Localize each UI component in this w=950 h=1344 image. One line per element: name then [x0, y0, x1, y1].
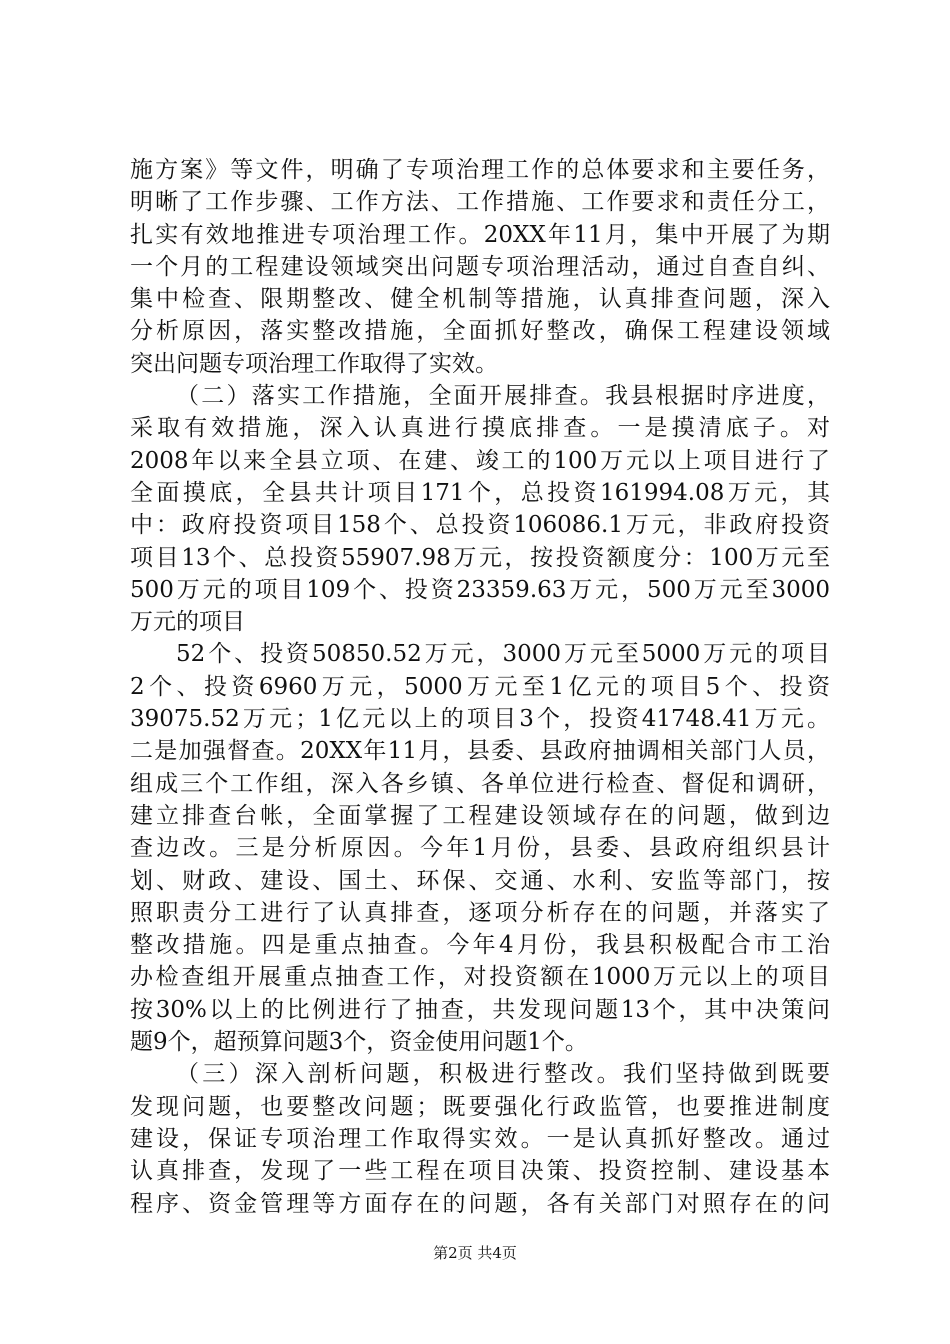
text-line: 万元的项目 — [130, 609, 245, 636]
text-line: 扎实有效地推进专项治理工作。20XX年11月，集中开展了为期 — [130, 221, 830, 248]
text-line: 明晰了工作步骤、工作方法、工作措施、工作要求和责任分工， — [130, 189, 830, 216]
text-line: 建设，保证专项治理工作取得实效。一是认真抓好整改。通过 — [130, 1125, 830, 1152]
text-line: 采取有效措施，深入认真进行摸底排查。一是摸清底子。对 — [130, 415, 830, 442]
text-line: 2008年以来全县立项、在建、竣工的100万元以上项目进行了 — [130, 447, 830, 474]
text-line: 集中检查、限期整改、健全机制等措施，认真排查问题，深入 — [130, 286, 830, 313]
body-text — [130, 154, 830, 1220]
text-line: 52个、投资50850.52万元，3000万元至5000万元的项目 — [176, 641, 830, 668]
text-line: 分析原因，落实整改措施，全面抓好整改，确保工程建设领域 — [130, 318, 830, 345]
text-line: 全面摸底，全县共计项目171个，总投资161994.08万元，其 — [130, 479, 830, 506]
text-line: 认真排查，发现了一些工程在项目决策、投资控制、建设基本 — [130, 1158, 830, 1185]
text-line: 一个月的工程建设领域突出问题专项治理活动，通过自查自纠、 — [130, 253, 830, 280]
text-line: 39075.52万元；1亿元以上的项目3个，投资41748.41万元。 — [130, 706, 830, 733]
text-line: 二是加强督查。20XX年11月，县委、县政府抽调相关部门人员， — [130, 738, 830, 765]
text-line: （三）深入剖析问题，积极进行整改。我们坚持做到既要 — [176, 1061, 830, 1088]
text-line: 项目13个、总投资55907.98万元，按投资额度分：100万元至 — [130, 544, 830, 571]
text-line: 施方案》等文件，明确了专项治理工作的总体要求和主要任务， — [130, 157, 830, 183]
text-line: 按30%以上的比例进行了抽查，共发现问题13个，其中决策问 — [130, 996, 830, 1023]
text-line: 整改措施。四是重点抽查。今年4月份，我县积极配合市工治 — [130, 932, 830, 959]
text-line: （二）落实工作措施，全面开展排查。我县根据时序进度， — [176, 383, 830, 410]
text-line: 2个、投资6960万元，5000万元至1亿元的项目5个、投资 — [130, 673, 830, 700]
text-line: 中：政府投资项目158个、总投资106086.1万元，非政府投资 — [130, 512, 830, 539]
page-footer: 第2页 共4页 — [433, 1244, 517, 1262]
text-line: 发现问题，也要整改问题；既要强化行政监管，也要推进制度 — [130, 1093, 830, 1120]
text-line: 建立排查台帐，全面掌握了工程建设领域存在的问题，做到边 — [130, 802, 830, 829]
text-line: 组成三个工作组，深入各乡镇、各单位进行检查、督促和调研， — [130, 770, 830, 797]
text-line: 程序、资金管理等方面存在的问题，各有关部门对照存在的问 — [130, 1190, 830, 1217]
text-line: 突出问题专项治理工作取得了实效。 — [130, 350, 498, 377]
text-line: 划、财政、建设、国土、环保、交通、水利、安监等部门，按 — [130, 867, 830, 894]
text-line: 500万元的项目109个、投资23359.63万元，500万元至3000 — [130, 576, 830, 603]
text-line: 题9个，超预算问题3个，资金使用问题1个。 — [130, 1029, 588, 1056]
text-line: 查边改。三是分析原因。今年1月份，县委、县政府组织县计 — [130, 835, 830, 862]
text-line: 办检查组开展重点抽查工作，对投资额在1000万元以上的项目 — [130, 964, 830, 991]
text-line: 照职责分工进行了认真排查，逐项分析存在的问题，并落实了 — [130, 899, 830, 926]
